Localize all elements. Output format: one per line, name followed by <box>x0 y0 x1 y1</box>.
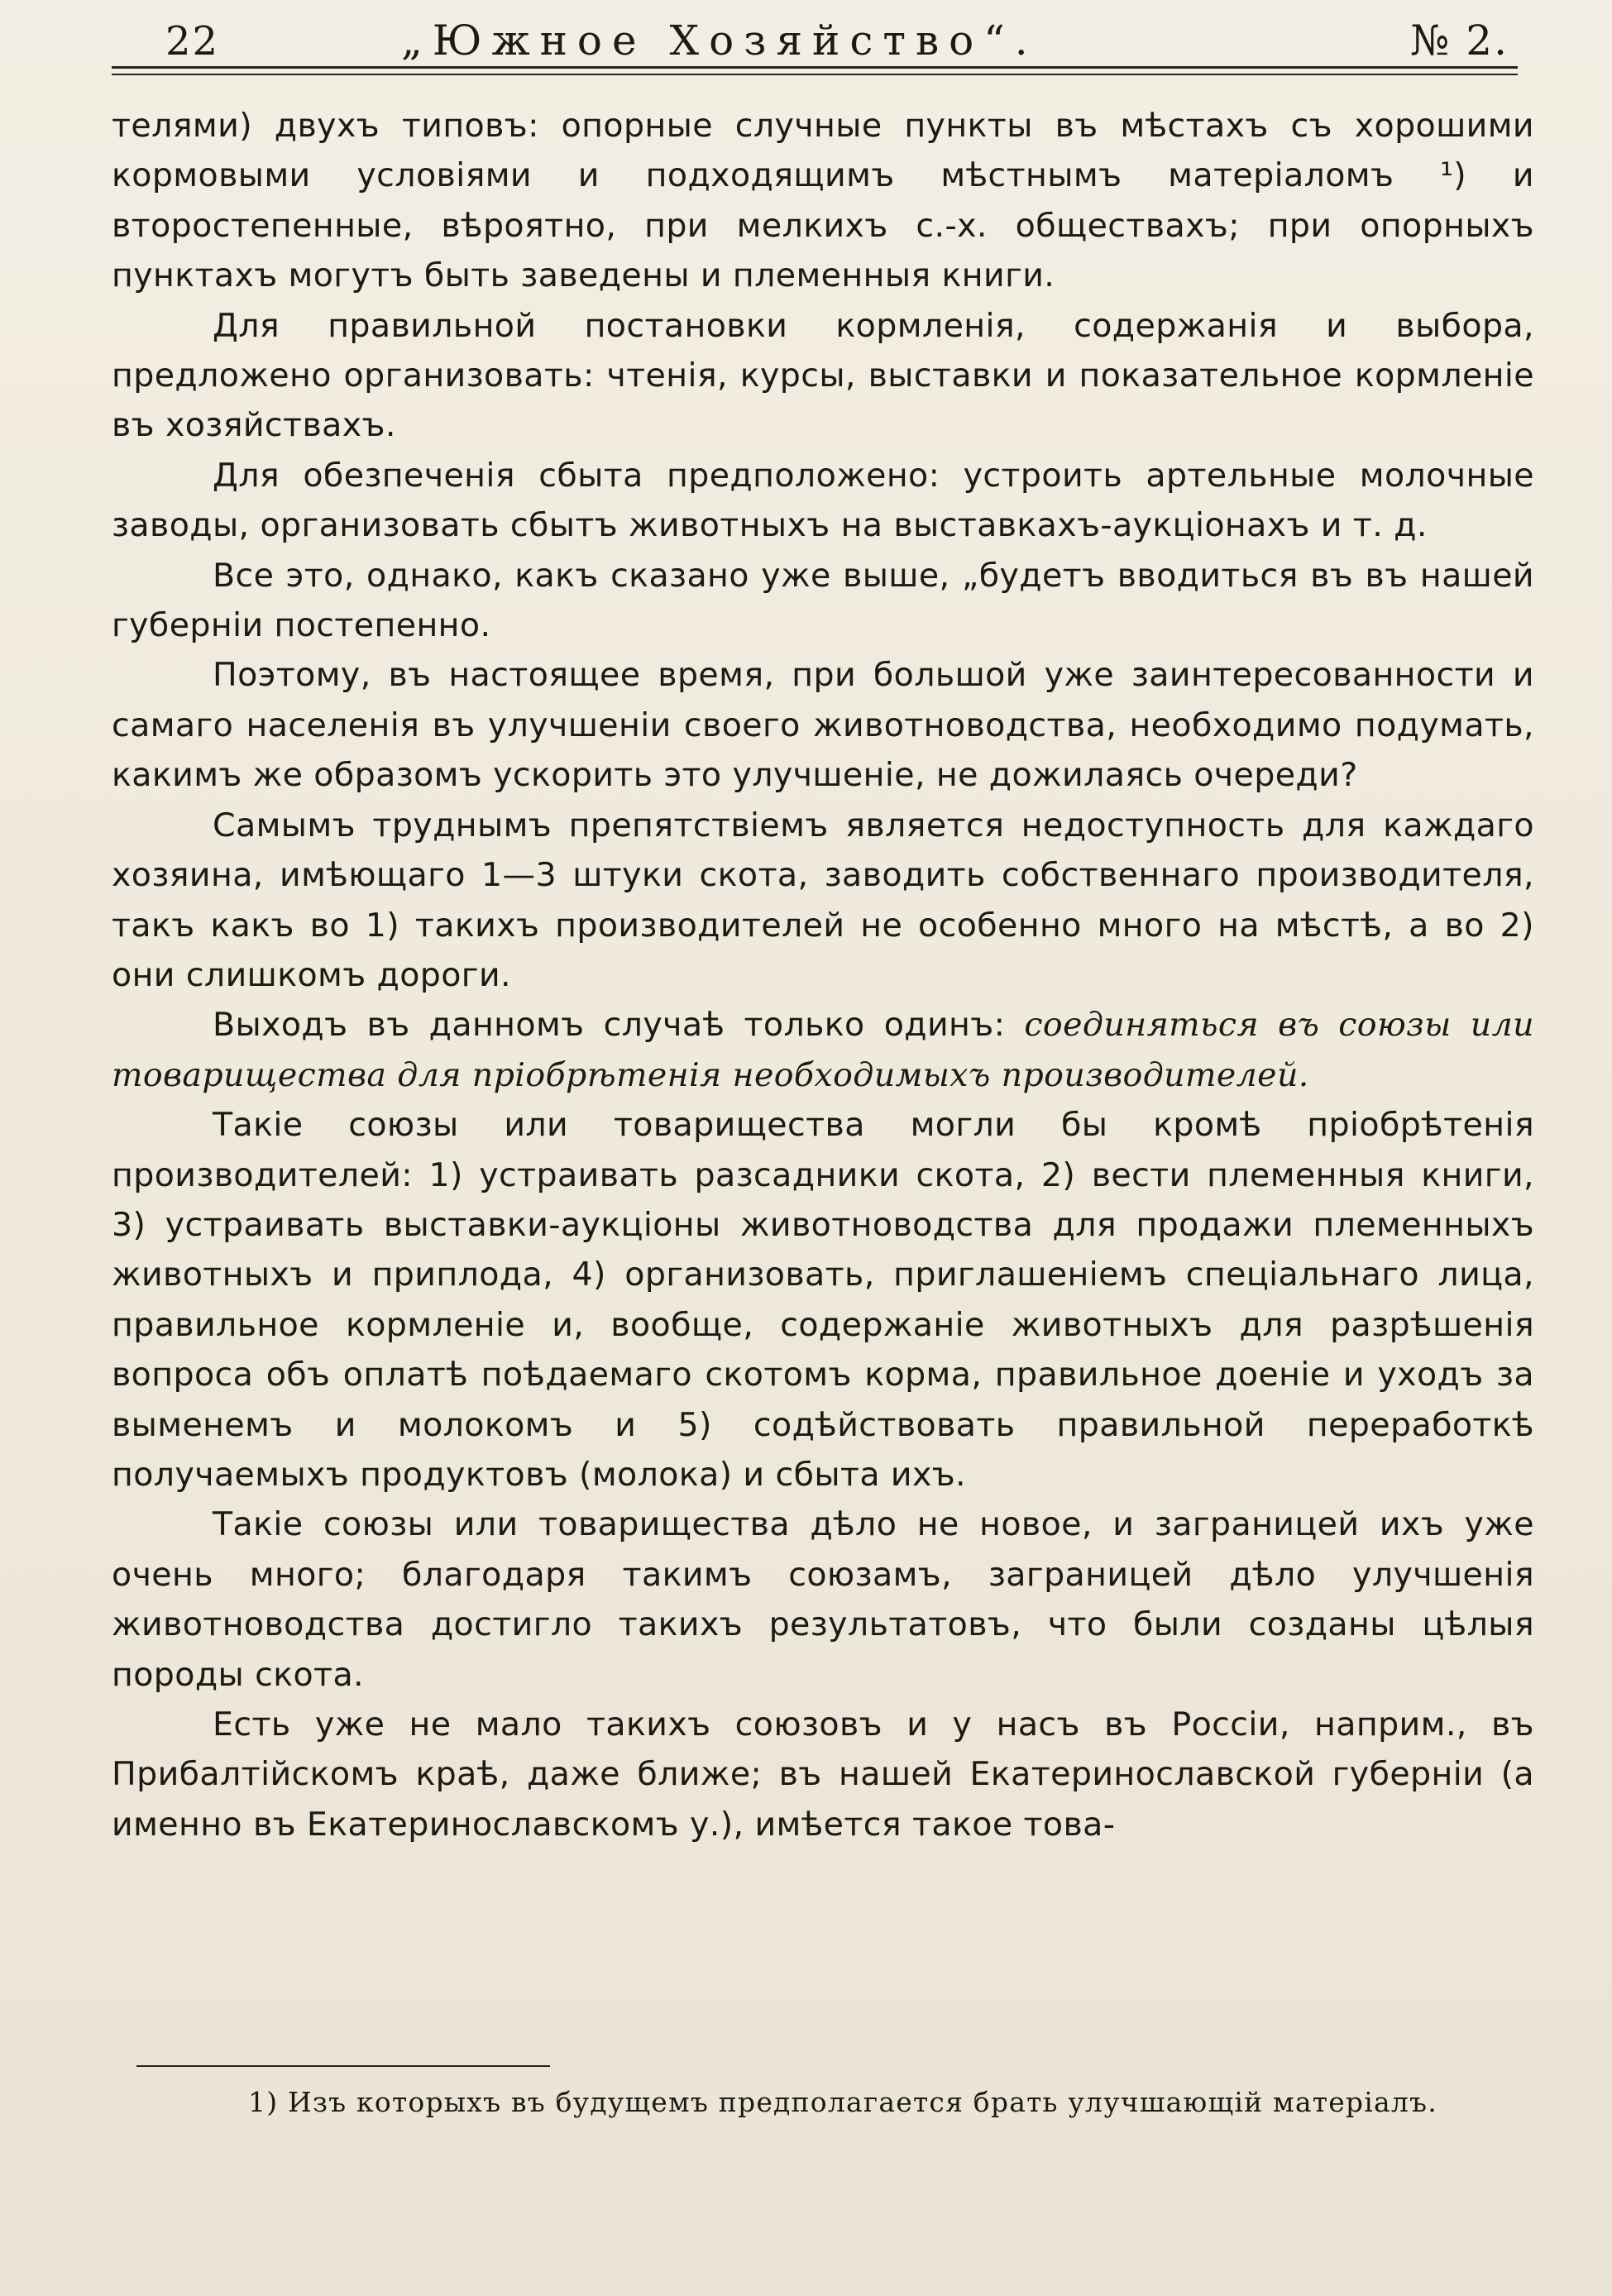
page-number: 22 <box>165 18 220 65</box>
paragraph: Для правильной постановки кормленія, содержанія и выбора, предложено организовать: чтенія, курсы, выставки и показательное кормленіе въ хозяйствахъ. <box>112 306 1534 445</box>
paragraph: Все это, однако, какъ сказано уже выше, „будетъ вводиться въ въ нашей губерніи постепенно. <box>112 556 1534 645</box>
journal-title: „Южное Хозяйство“. <box>401 17 1038 65</box>
paragraph: телями) двухъ типовъ: опорные случные пункты въ мѣстахъ съ хорошими кормовыми условіями и подходящимъ мѣстнымъ матеріаломъ ¹) и второстепенные, вѣроятно, при мелкихъ с.-х. обществахъ; при опорныхъ пунктахъ могутъ быть заведены и племенныя книги. <box>112 107 1534 295</box>
footnote <box>112 2078 1534 2127</box>
paragraph: Поэтому, въ настоящее время, при большой уже заинтересованности и самаго населенія въ улучшеніи своего животноводства, необходимо подумать, какимъ же образомъ ускорить это улучшеніе, не дожилаясь очереди? <box>112 656 1534 795</box>
article-body <box>112 101 1534 1849</box>
paragraph: Такіе союзы или товарищества могли бы кромѣ пріобрѣтенія производителей: 1) устраивать разсадники скота, 2) вести племенныя книги, 3) устраивать выставки-аукціоны животноводства для продажи племенныхъ животныхъ и приплода, 4) организовать, приглашеніемъ спеціальнаго лица, правильное кормленіе и, вообще, содержаніе животныхъ для разрѣшенія вопроса объ оплатѣ поѣдаемаго скотомъ корма, правильное доеніе и уходъ за выменемъ и молокомъ и 5) содѣйствовать правильной переработкѣ получаемыхъ продуктовъ (молока) и сбыта ихъ. <box>112 1106 1534 1494</box>
running-header <box>112 0 1533 66</box>
footnote-text: Изъ которыхъ въ будущемъ предполагается брать улучшающій матеріалъ. <box>287 2086 1437 2118</box>
footnote-mark: 1) <box>248 2086 279 2118</box>
header-rule-top <box>112 66 1518 69</box>
paragraph <box>112 1000 1534 1100</box>
issue-number: № 2. <box>1410 17 1509 65</box>
paragraph: Для обезпеченія сбыта предположено: устроить артельные молочные заводы, организовать сбытъ животныхъ на выставкахъ-аукціонахъ и т. д. <box>112 456 1534 545</box>
paragraph: Такіе союзы или товарищества дѣло не новое, и заграницей ихъ уже очень много; благодаря такимъ союзамъ, заграницей дѣло улучшенія животноводства достигло такихъ результатовъ, что были созданы цѣлыя породы скота. <box>112 1505 1534 1694</box>
paragraph: Есть уже не мало такихъ союзовъ и у насъ въ Россіи, наприм., въ Прибалтійскомъ краѣ, даже ближе; въ нашей Екатеринославской губерніи (а именно въ Екатеринославскомъ у.), имѣется такое това- <box>112 1705 1534 1844</box>
header-rule-bottom <box>112 74 1518 75</box>
paragraph-text: Выходъ въ данномъ случаѣ только одинъ: <box>213 1006 1025 1045</box>
italic-emphasis: соединяться въ союзы или товарищества для пріобрѣтенія необходимыхъ производителей. <box>112 1006 1534 1094</box>
footnote-rule <box>136 2065 550 2067</box>
paragraph: Самымъ труднымъ препятствіемъ является недоступность для каждаго хозяина, имѣющаго 1—3 штуки скота, заводить собственнаго производителя, такъ какъ во 1) такихъ производителей не особенно много на мѣстѣ, а во 2) они слишкомъ дороги. <box>112 806 1534 994</box>
